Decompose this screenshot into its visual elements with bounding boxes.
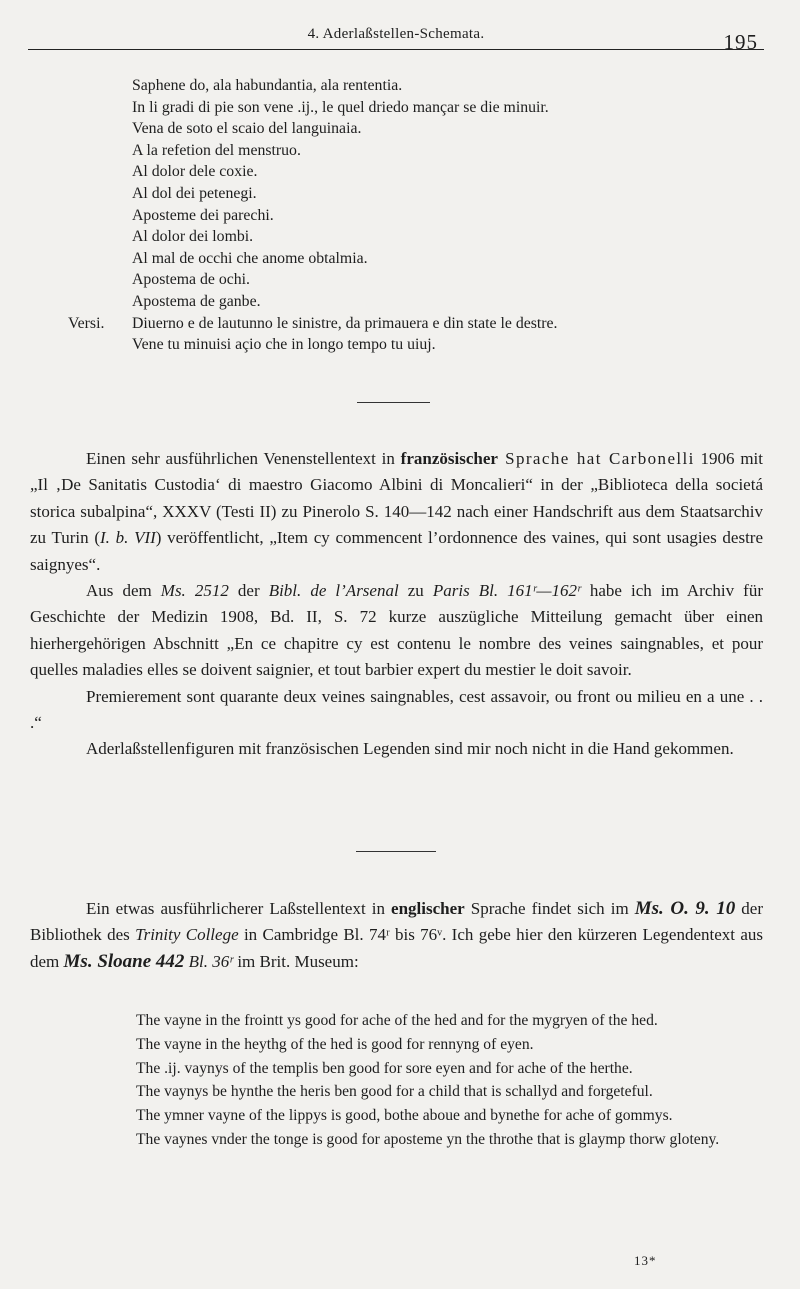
page-number: 195 <box>723 30 758 54</box>
page-header <box>28 26 764 56</box>
verse-line: In li gradi di pie son vene .ij., le quel driedo mançar se die minuir. <box>132 98 549 116</box>
signature-mark: 13* <box>634 1253 657 1268</box>
verse-line: Apostema de ganbe. <box>132 292 261 310</box>
section-separator <box>357 402 430 403</box>
paragraph: Einen sehr ausführlichen Venenstellentext in französischer Sprache hat Carbonelli 1906 mit „Il ‚De Sanitatis Custodia‘ di maestro Giacomo Albini di Moncalieri“ in der „Biblioteca della societá storica subalpina“, XXXV (Testi II) zu Pinerolo S. 140—142 nach einer Handschrift aus dem Staatsarchiv zu Turin (I. b. VII) veröffentlicht, „Item cy commencent l’ordonnence des vaines, qui sont usagies destre saignyes“. <box>30 449 764 574</box>
manuscript-reference: Ms. Sloane 442 <box>63 950 185 972</box>
verse-line: Al dolor dei lombi. <box>132 228 254 246</box>
verse-line: Aposteme dei parechi. <box>132 206 274 224</box>
paragraph: Premierement sont quarante deux veines saingnables, cest assavoir, ou front ou milieu en a une . . .“ <box>30 686 763 733</box>
verse-line: Al mal de occhi che anome obtalmia. <box>132 249 368 267</box>
paragraph: Aderlaßstellenfiguren mit französischen Legenden sind mir noch nicht in die Hand gekommen. <box>86 739 734 759</box>
verse-line: Apostema de ochi. <box>132 271 251 289</box>
verse-line <box>68 313 772 335</box>
english-legend-text <box>85 1009 765 1152</box>
versi-label: Versi. <box>68 314 105 332</box>
verse-text: Diuerno e de lautunno le sinistre, da primauera e din state le destre. <box>132 314 558 332</box>
english-entry: The vayne in the frointt ys good for ache of the hed and for the mygryen of the hed. <box>136 1012 658 1029</box>
english-entry: The vaynes vnder the tonge is good for aposteme yn the throthe that is glaymp thorw gloteny. <box>136 1130 720 1148</box>
paragraph: Ein etwas ausführlicherer Laßstellentext in englischer Sprache findet sich im Ms. O. 9. 10 der Bibliothek des Trinity College in Cambridge Bl. 74ʳ bis 76ᵛ. Ich gebe hier den kürzeren Legendentext aus dem Ms. Sloane 442 Bl. 36ʳ im Brit. Museum: <box>30 898 763 972</box>
paragraph: Aus dem Ms. 2512 der Bibl. de l’Arsenal zu Paris Bl. 161ʳ—162ʳ habe ich im Archiv für Geschichte der Medizin 1908, Bd. II, S. 72 kurze auszügliche Mitteilung gemacht über einen hierhergehörigen Abschnitt „En ce chapitre cy est contenu le nombre des veines saingnables, et pour quelles maladies elles se doivent saignier, et tout barbier expert du mestier le doit savoir. <box>30 581 763 680</box>
verse-line: Vene tu minuisi açio che in longo tempo tu uiuj. <box>132 336 436 354</box>
language-emphasis: englischer <box>391 899 465 918</box>
english-entry: The .ij. vaynys of the templis ben good for sore eyen and for ache of the herthe. <box>136 1059 633 1077</box>
english-section-intro <box>30 896 763 975</box>
header-rule <box>28 49 764 50</box>
italian-verse-block <box>68 75 772 356</box>
manuscript-reference: Ms. O. 9. 10 <box>634 898 736 919</box>
english-entry: The ymner vayne of the lippys is good, bothe aboue and bynethe for ache of gommys. <box>136 1107 673 1125</box>
verse-line: Vena de soto el scaio del languinaia. <box>132 120 362 138</box>
verse-line: Al dol dei petenegi. <box>132 184 257 202</box>
section-separator <box>356 851 436 852</box>
language-emphasis: französischer <box>400 449 498 468</box>
english-entry: The vayne in the heythg of the hed is good for rennyng of eyen. <box>136 1035 534 1053</box>
english-entry: The vaynys be hynthe the heris ben good for a child that is schallyd and forgeteful. <box>136 1083 653 1101</box>
verse-line: Al dolor dele coxie. <box>132 163 258 181</box>
running-title: 4. Aderlaßstellen-Schemata. <box>307 26 485 42</box>
verse-line: Saphene do, ala habundantia, ala rententia. <box>132 77 403 94</box>
french-section <box>30 446 763 763</box>
verse-line: A la refetion del menstruo. <box>132 141 301 159</box>
